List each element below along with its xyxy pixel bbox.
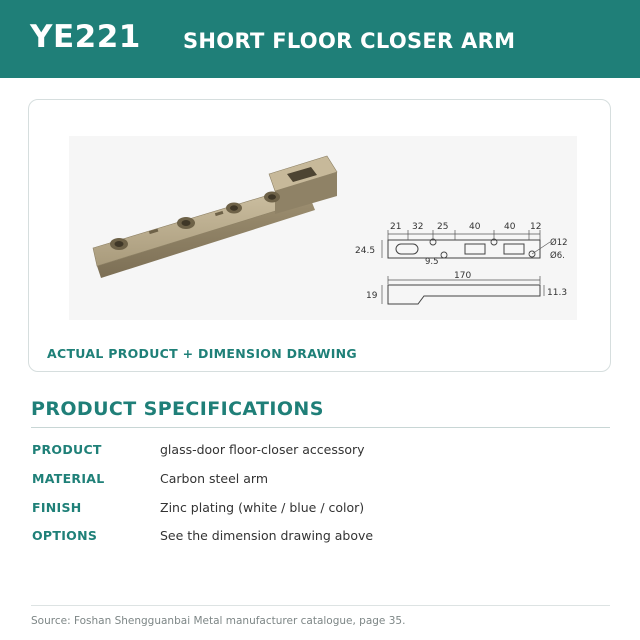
spec-label: FINISH bbox=[32, 500, 82, 515]
closer-arm-photo-icon bbox=[79, 144, 339, 304]
dim-side-right: 11.3 bbox=[547, 288, 568, 298]
spec-divider bbox=[31, 427, 610, 428]
dim-inner: 9.5 bbox=[425, 257, 439, 267]
spec-value: See the dimension drawing above bbox=[160, 528, 374, 543]
spec-label: MATERIAL bbox=[32, 471, 105, 486]
dim-length: 170 bbox=[454, 271, 472, 281]
dim-hole-large: Ø12 bbox=[550, 238, 568, 248]
spec-label: OPTIONS bbox=[32, 528, 98, 543]
page-title: SHORT FLOOR CLOSER ARM bbox=[183, 29, 516, 53]
spec-label: PRODUCT bbox=[32, 442, 102, 457]
spec-row-options bbox=[31, 528, 610, 550]
figure-caption: ACTUAL PRODUCT + DIMENSION DRAWING bbox=[47, 346, 357, 361]
dim-top-6: 12 bbox=[530, 222, 542, 232]
dim-side-left: 19 bbox=[366, 291, 378, 301]
figure-image bbox=[69, 136, 577, 320]
spec-heading: PRODUCT SPECIFICATIONS bbox=[31, 398, 324, 420]
spec-row-material bbox=[31, 471, 610, 493]
header-bar bbox=[0, 0, 640, 78]
footer-divider bbox=[31, 605, 610, 606]
dim-top-3: 25 bbox=[437, 222, 449, 232]
spec-value: Carbon steel arm bbox=[160, 471, 269, 486]
spec-row-finish bbox=[31, 500, 610, 522]
dim-top-5: 40 bbox=[504, 222, 516, 232]
spec-value: Zinc plating (white / blue / color) bbox=[160, 500, 365, 515]
dim-top-4: 40 bbox=[469, 222, 481, 232]
dim-top-1: 21 bbox=[390, 222, 402, 232]
spec-value: glass-door floor-closer accessory bbox=[160, 442, 365, 457]
dim-left-height: 24.5 bbox=[355, 246, 376, 256]
figure-card bbox=[28, 99, 611, 372]
model-number: YE221 bbox=[30, 19, 141, 55]
dim-top-2: 32 bbox=[412, 222, 424, 232]
spec-row-product bbox=[31, 442, 610, 464]
dimension-drawing bbox=[354, 218, 576, 314]
dim-hole-small: Ø6. bbox=[550, 251, 565, 261]
source-note: Source: Foshan Shengguanbai Metal manufacturer catalogue, page 35. bbox=[31, 615, 406, 627]
